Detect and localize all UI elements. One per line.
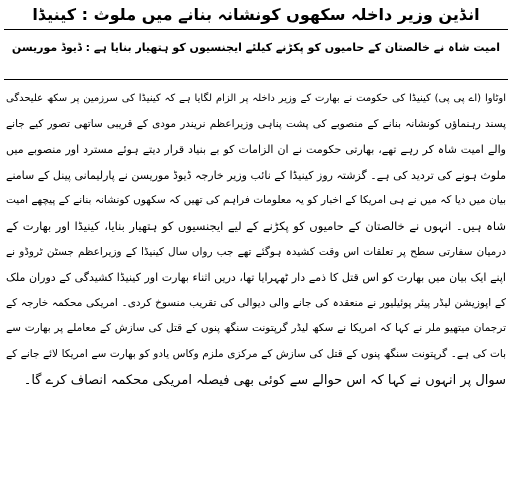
body-line: درمیان سفارتی سطح پر تعلقات اس وقت کشیدہ ہوگئے تھے جب رواں سال کینیڈا کے وزیراعظم جسٹن ٹروڈو نے [6,245,506,258]
body-line: اوٹاوا (اے پی پی) کینیڈا کی حکومت نے بھارت کے وزیر داخلہ پر الزام لگایا ہے کہ کینیڈا کی سرزمین پر سکھ علیحدگی [6,93,506,104]
body-line: بیان میں دیا کہ میں نے ہی امریکا کے اخبار کو یہ معلومات فراہم کی تھیں کہ سکھوں کونشانہ بنانے کے پیچھے امیت [6,194,506,207]
body-line: ملوث ہونے کی تردید کی ہے۔ گزشتہ روز کینیڈا کے نائب وزیر خارجہ ڈیوڈ موریسن نے پارلیمانی پینل کے سامنے [6,168,506,182]
body-line: پسند رہنماؤں کونشانہ بنانے کے منصوبے کی پشت پناہی وزیراعظم نریندر مودی کے قریبی ساتھی تصور کیے جانے [6,117,506,130]
body-line: ترجمان میتھیو ملر نے کہا کہ امریکا نے سکھ لیڈر گرپتونت سنگھ پنوں کے قتل کی سازش کے معاملے پر بھارت سے [6,322,506,335]
body-line: بات کی ہے۔ گرپتونت سنگھ پنوں کے قتل کی سازش کے مرکزی ملزم وکاس یادو کو بھارت سے امریکا لائے جانے کے [6,347,506,360]
body-line: شاہ ہیں۔ انہوں نے خالصتان کے حامیوں کو پکڑنے کے لیے ایجنسیوں کو ہتھیار بنایا، کینیڈا اور بھارت کے [6,218,506,233]
body-line: اپنے ایک بیان میں بھارت کو اس قتل کا ذمے دار ٹھہرایا تھا، دریں اثناء بھارت اور کینیڈا کشیدگی کے دوران ملک [6,271,506,285]
body-line: سوال پر انہوں نے کہا کہ اس حوالے سے کوئی بھی فیصلہ امریکی محکمہ انصاف کرے گا۔ [23,372,506,388]
body-line: کے اپوزیشن لیڈر پیئر پوئیلیور نے منعقدہ کی جانے والی دیوالی کی تقریب منسوخ کردی۔ امریکی محکمہ خارجہ کے [6,296,506,309]
subheadline-divider [4,79,508,80]
article-subheadline: امیت شاہ نے خالصتان کے حامیوں کو پکڑنے کیلئے ایجنسیوں کو ہتھیار بنایا ہے : ڈیوڈ موریسن [11,41,501,54]
headline-divider [4,29,508,30]
article-headline: انڈین وزیر داخلہ سکھوں کونشانہ بنانے میں ملوث : کینیڈا [32,5,480,24]
article-body [6,86,506,393]
body-line: والے امیت شاہ کر رہے تھے، بھارتی حکومت نے ان الزامات کو بے بنیاد قرار دیتے ہوئے مسترد اور منصوبے میں [6,143,506,157]
